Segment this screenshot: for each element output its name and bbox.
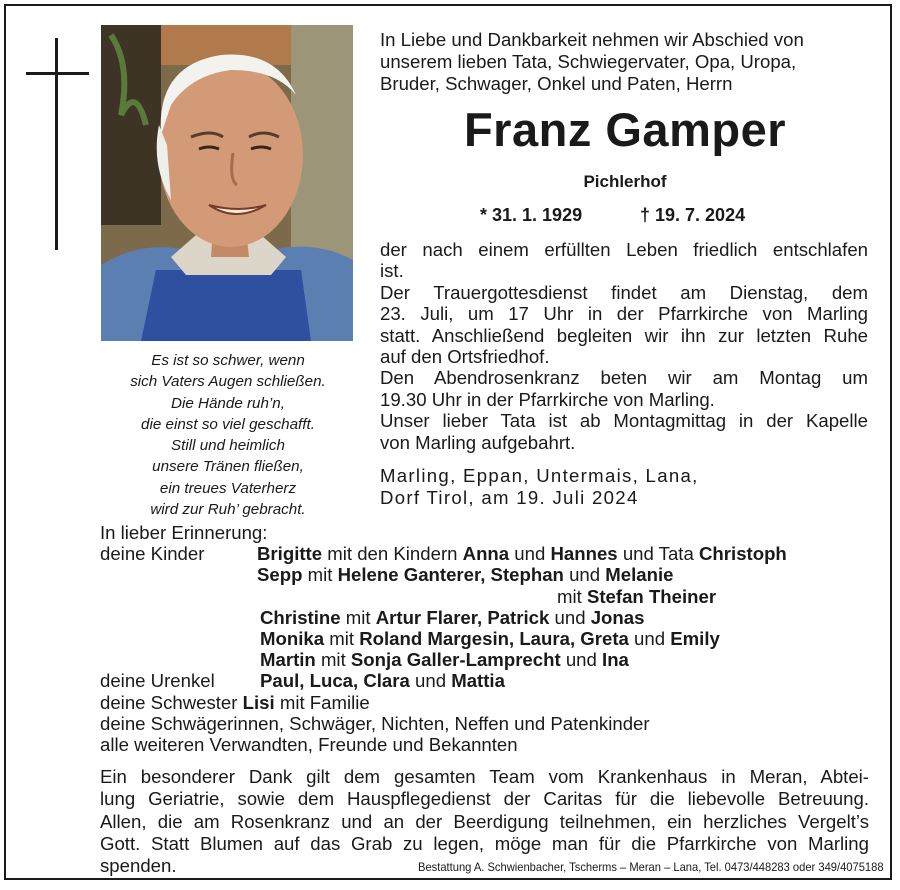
poem-line: sich Vaters Augen schließen. xyxy=(130,373,326,391)
memorial-poem xyxy=(100,350,356,520)
children-row xyxy=(100,586,880,607)
person-name: Sepp xyxy=(257,564,303,586)
portrait-photo xyxy=(101,25,353,341)
poem-line: Still und heimlich xyxy=(171,437,285,455)
children-row xyxy=(100,628,880,649)
connector: mit xyxy=(324,627,360,649)
person-name: Helene Ganterer, Stephan xyxy=(337,564,564,586)
connector: und xyxy=(563,564,606,586)
person-name: Anna xyxy=(462,543,510,565)
child-family xyxy=(260,607,644,628)
person-name: Melanie xyxy=(605,564,674,586)
person-name: Paul, Luca, Clara xyxy=(260,670,410,692)
body-line: Unser lieber Tata ist ab Montagmittag in der Kapelle xyxy=(380,410,868,432)
person-name: Emily xyxy=(670,627,720,649)
thanks-line: Ein besonderer Dank gilt dem gesamten Team vom Krankenhaus in Meran, Abtei- xyxy=(100,766,869,787)
thanks-line: spenden. xyxy=(100,855,177,877)
sister-line xyxy=(100,692,370,713)
announcement-text xyxy=(380,239,868,453)
body-line: Der Trauergottesdienst findet am Dienstag, dem xyxy=(380,281,868,303)
child-family xyxy=(257,564,673,585)
sister-row xyxy=(100,692,880,713)
deceased-name: Franz Gamper xyxy=(463,103,787,156)
poem-line: Es ist so schwer, wenn xyxy=(151,352,305,369)
poem-line: die einst so viel geschafft. xyxy=(141,415,315,433)
children-label: deine Kinder xyxy=(100,543,205,565)
thanks-line: Gott. Statt Blumen auf das Grab zu legen, möge man für die Pfarrkirche von Marling xyxy=(100,832,869,854)
relatives-row xyxy=(100,734,880,755)
poem-line: wird zur Ruh’ gebracht. xyxy=(150,501,306,519)
person-name: Monika xyxy=(260,627,325,649)
place-line: Dorf Tirol, am 19. Juli 2024 xyxy=(380,487,639,508)
person-name: Stefan Theiner xyxy=(586,585,717,607)
cross-icon xyxy=(55,38,58,250)
intro-line: In Liebe und Dankbarkeit nehmen wir Abschied von xyxy=(380,29,804,50)
funeral-home-credit: Bestattung A. Schwienbacher, Tscherms – Meran – Lana, Tel. 0473/448283 oder 349/4075188 xyxy=(418,860,884,874)
body-line: auf den Ortsfriedhof. xyxy=(380,346,550,368)
mourners-list xyxy=(100,522,880,755)
body-line: ist. xyxy=(380,260,404,282)
inlaws-line: deine Schwägerinnen, Schwäger, Nichten, Neffen und Patenkinder xyxy=(100,712,650,734)
child-family-continued xyxy=(557,586,716,607)
connector: deine Schwester xyxy=(100,691,243,713)
great-grandchildren xyxy=(260,670,505,691)
death-date: † 19. 7. 2024 xyxy=(640,205,746,225)
connector: mit xyxy=(315,649,351,671)
body-line: der nach einem erfüllten Leben friedlich entschlafen xyxy=(380,239,868,260)
body-line: 19.30 Uhr in der Pfarrkirche von Marling. xyxy=(380,388,715,410)
body-line: Den Abendrosenkranz beten wir am Montag um xyxy=(380,367,868,389)
child-family xyxy=(257,543,787,564)
thanks-line: Allen, die am Rosenkranz und an der Beerdigung teilnehmen, ein herzliches Vergelt’s xyxy=(100,810,869,832)
portrait-illustration xyxy=(101,25,353,341)
mourners-heading: In lieber Erinnerung: xyxy=(100,522,268,543)
person-name: Ina xyxy=(602,649,629,671)
person-name: Mattia xyxy=(451,670,505,692)
intro-line: Bruder, Schwager, Onkel und Paten, Herrn xyxy=(380,73,733,95)
poem-line: ein treues Vaterherz xyxy=(159,479,297,497)
connector: mit xyxy=(302,564,338,586)
children-row xyxy=(100,543,880,564)
great-grandchildren-row xyxy=(100,670,880,691)
birth-date: * 31. 1. 1929 xyxy=(480,205,583,225)
child-family xyxy=(260,649,629,670)
connector: und xyxy=(549,606,591,628)
person-name: Hannes xyxy=(550,543,618,565)
relatives-line: alle weiteren Verwandten, Freunde und Bekannten xyxy=(100,733,518,755)
person-name: Christoph xyxy=(699,543,787,565)
connector: und xyxy=(509,543,551,565)
connector: mit xyxy=(340,606,376,628)
children-row xyxy=(100,607,880,628)
person-name: Christine xyxy=(260,606,341,628)
poem-line: unsere Tränen fließen, xyxy=(152,458,304,476)
cross-icon-bar xyxy=(26,72,89,75)
body-line: statt. Anschließend begleiten wir ihn zur letzten Ruhe xyxy=(380,324,868,346)
farm-name: Pichlerhof xyxy=(583,172,667,191)
connector: und Tata xyxy=(617,543,699,565)
place-and-date xyxy=(380,465,870,509)
person-name: Jonas xyxy=(590,606,645,628)
inlaws-row xyxy=(100,713,880,734)
person-name: Sonja Galler-Lamprecht xyxy=(350,649,561,671)
great-grandchildren-label: deine Urenkel xyxy=(100,670,215,692)
connector: mit den Kindern xyxy=(322,543,463,565)
connector: mit Familie xyxy=(274,691,370,713)
child-family xyxy=(260,628,720,649)
connector: mit xyxy=(557,585,587,607)
body-line: 23. Juli, um 17 Uhr in der Pfarrkirche von Marling xyxy=(380,303,868,325)
thanks-line: lung Geriatrie, sowie dem Hauspflegedienst der Caritas für die liebevolle Betreuung. xyxy=(100,788,869,810)
intro-line: unserem lieben Tata, Schwiegervater, Opa, Uropa, xyxy=(380,51,797,73)
intro-text xyxy=(380,29,870,96)
person-name: Brigitte xyxy=(257,543,323,565)
person-name: Roland Margesin, Laura, Greta xyxy=(359,627,629,649)
children-row xyxy=(100,564,880,585)
person-name: Martin xyxy=(260,649,316,671)
children-row xyxy=(100,649,880,670)
mourners-heading-row xyxy=(100,522,880,543)
connector: und xyxy=(409,670,452,692)
poem-line: Die Hände ruh’n, xyxy=(171,394,285,412)
connector: und xyxy=(560,649,603,671)
person-name: Lisi xyxy=(242,691,275,713)
place-line: Marling, Eppan, Untermais, Lana, xyxy=(380,465,699,486)
person-name: Artur Flarer, Patrick xyxy=(375,606,550,628)
body-line: von Marling aufgebahrt. xyxy=(380,431,576,453)
connector: und xyxy=(628,627,671,649)
